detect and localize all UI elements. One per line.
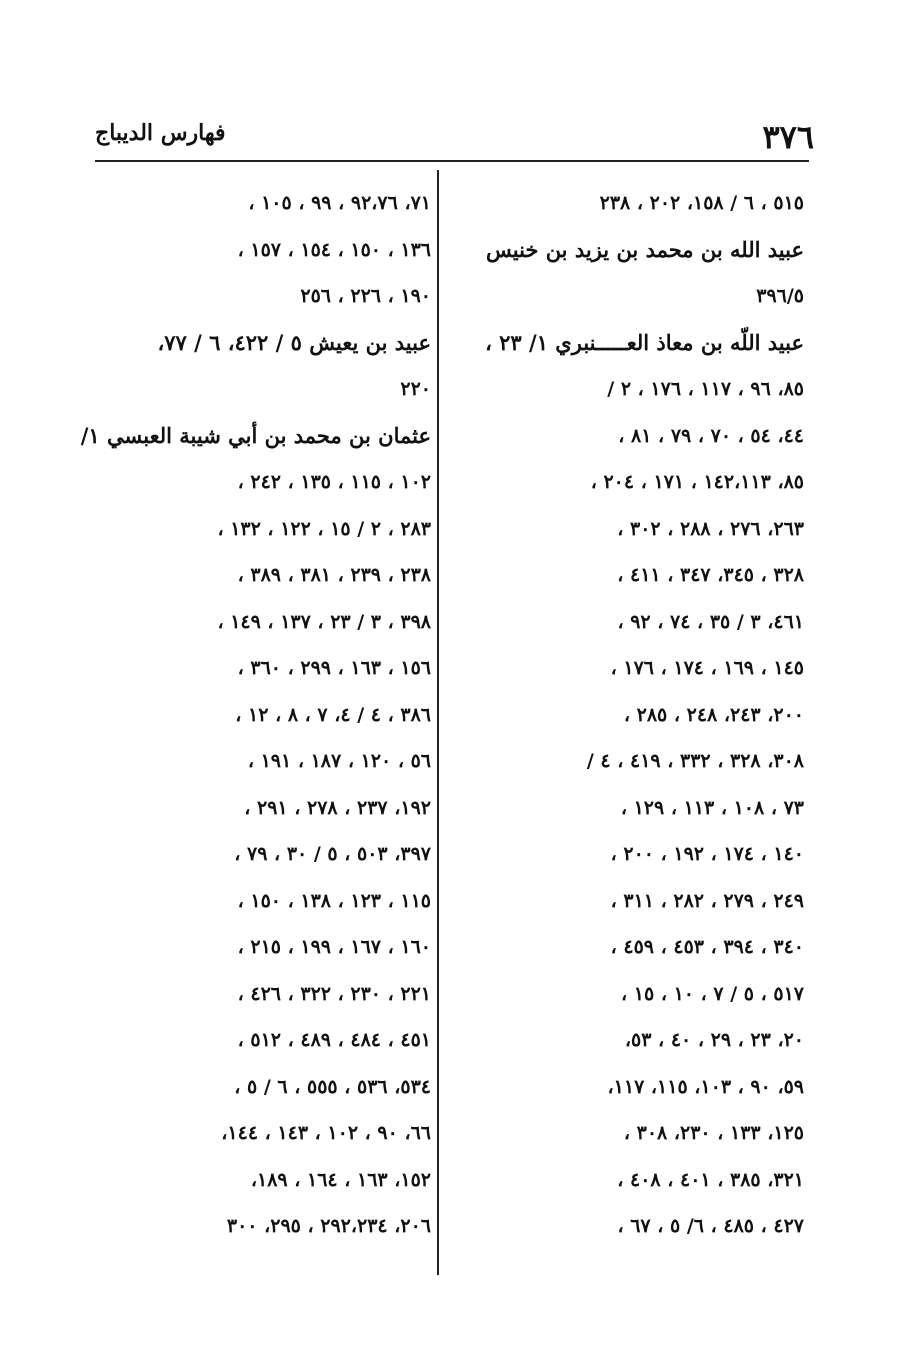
- index-line: ٦٦، ٩٠ ، ١٠٢ ، ١٤٣ ، ١٤٤،: [221, 1122, 431, 1144]
- index-line: ٥٣٤، ٥٣٦ ، ٥٥٥ ، ٦ / ٥ ،: [234, 1075, 431, 1098]
- page-header: [95, 118, 814, 158]
- index-line: ١٩٠ ، ٢٢٦ ، ٢٥٦: [300, 285, 431, 307]
- index-line: ١١٥ ، ١٢٣ ، ١٣٨ ، ١٥٠ ،: [237, 889, 431, 912]
- index-line: ٢٠٦، ٢٩٢،٢٣٤ ، ٢٩٥، ٣٠٠: [226, 1215, 431, 1237]
- index-line: ١٢٥، ١٣٣ ، ٢٣٠، ٣٠٨ ،: [623, 1122, 804, 1144]
- index-line: ٢٢٠: [400, 378, 431, 400]
- index-line: ٤٦١، ٣ / ٣٥ ، ٧٤ ، ٩٢ ،: [617, 610, 804, 633]
- index-line: ٣٩٨ ، ٣ / ٢٣ ، ١٣٧ ، ١٤٩ ،: [217, 610, 431, 633]
- index-line: ١٦٠ ، ١٦٧ ، ١٩٩ ، ٢١٥ ،: [237, 936, 431, 958]
- page-number: ٣٧٦: [762, 118, 814, 156]
- index-line: ٥١٧ ، ٥ / ٧ ، ١٠ ، ١٥ ،: [621, 982, 804, 1005]
- index-line: ١٠٢ ، ١١٥ ، ١٣٥ ، ٢٤٢ ،: [237, 471, 431, 493]
- index-line: ٢٨٣ ، ٢ / ١٥ ، ١٢٢ ، ١٣٢ ،: [217, 517, 431, 540]
- index-line: ٢٠، ٢٣ ، ٢٩ ، ٤٠ ، ٥٣،: [624, 1029, 804, 1051]
- right-column: [469, 180, 804, 1250]
- left-column: [80, 180, 431, 1250]
- index-line: ١٩٢، ٢٣٧ ، ٢٧٨ ، ٢٩١ ،: [244, 796, 431, 819]
- index-line: عبيد بن يعيش ٥ / ٤٢٢، ٦ / ٧٧،: [157, 329, 431, 355]
- header-rule: [95, 160, 809, 162]
- index-line: ٣٩٧، ٥٠٣ ، ٥ / ٣٠ ، ٧٩ ،: [234, 843, 431, 865]
- index-line: ١٥٦ ، ١٦٣ ، ٢٩٩ ، ٣٦٠ ،: [237, 657, 431, 679]
- index-line: ١٥٢، ١٦٣ ، ١٦٤ ، ١٨٩،: [250, 1168, 431, 1191]
- index-line: ٣٤٠ ، ٣٩٤ ، ٤٥٣ ، ٤٥٩ ،: [610, 936, 804, 958]
- index-line: ١٤٠ ، ١٧٤ ، ١٩٢ ، ٢٠٠ ،: [610, 843, 804, 865]
- index-line: ١٣٦ ، ١٥٠ ، ١٥٤ ، ١٥٧ ،: [237, 238, 431, 261]
- index-line: عبيد اللّه بن معاذ العـــــنبري ١/ ٢٣ ،: [485, 329, 804, 355]
- index-line: ٥٩، ٩٠ ، ١٠٣، ١١٥، ١١٧،: [607, 1075, 804, 1098]
- index-line: ٨٥، ٩٦ ، ١١٧ ، ١٧٦ ، ٢ /: [607, 378, 804, 400]
- index-line: ٢٣٨ ، ٢٣٩ ، ٣٨١ ، ٣٨٩ ،: [237, 564, 431, 586]
- index-line: ٤٢٧ ، ٤٨٥ ، ٦/ ٥ ، ٦٧ ،: [617, 1215, 804, 1237]
- index-line: ٥١٥ ، ٦ / ١٥٨، ٢٠٢ ، ٢٣٨: [599, 192, 804, 214]
- index-line: ٤٤، ٥٤ ، ٧٠ ، ٧٩ ، ٨١ ،: [618, 424, 804, 447]
- index-line: ٣٢٨ ، ٣٤٥، ٣٤٧ ، ٤١١ ،: [617, 564, 804, 586]
- index-line: ٢٢١ ، ٢٣٠ ، ٣٢٢ ، ٤٢٦ ،: [237, 982, 431, 1005]
- index-line: ٥٦ ، ١٢٠ ، ١٨٧ ، ١٩١ ،: [247, 750, 431, 772]
- index-line: ٢٠٠، ٢٤٣، ٢٤٨ ، ٢٨٥ ،: [623, 703, 804, 726]
- index-line: ٣٠٨، ٣٢٨ ، ٣٣٢ ، ٤١٩ ، ٤ /: [586, 750, 804, 772]
- index-line: ٢٦٣، ٢٧٦ ، ٢٨٨ ، ٣٠٢ ،: [617, 517, 804, 540]
- index-line: ٣٨٦ ، ٤ / ٤، ٧ ، ٨ ، ١٢ ،: [235, 703, 431, 726]
- index-line: ٨٥، ١٤٢،١١٣ ، ١٧١ ، ٢٠٤ ،: [590, 471, 804, 493]
- running-title: فهارس الديباج: [95, 120, 226, 146]
- index-line: عثمان بن محمد بن أبي شيبة العبسي ١/: [80, 422, 431, 448]
- index-line: ٢٤٩ ، ٢٧٩ ، ٢٨٢ ، ٣١١ ،: [610, 889, 804, 912]
- column-divider: [437, 170, 439, 1275]
- index-line: ٣٩٦/٥: [756, 285, 804, 307]
- index-line: ١٤٥ ، ١٦٩ ، ١٧٤ ، ١٧٦ ،: [610, 657, 804, 679]
- index-line: ٤٥١ ، ٤٨٤ ، ٤٨٩ ، ٥١٢ ،: [237, 1029, 431, 1051]
- index-line: ٧١، ٩٢،٧٦ ، ٩٩ ، ١٠٥ ،: [248, 192, 431, 214]
- index-line: عبيد الله بن محمد بن يزيد بن خنيس: [485, 236, 804, 262]
- index-line: ٧٣ ، ١٠٨ ، ١١٣ ، ١٢٩ ،: [620, 796, 804, 819]
- index-line: ٣٢١، ٣٨٥ ، ٤٠١ ، ٤٠٨ ،: [617, 1168, 804, 1191]
